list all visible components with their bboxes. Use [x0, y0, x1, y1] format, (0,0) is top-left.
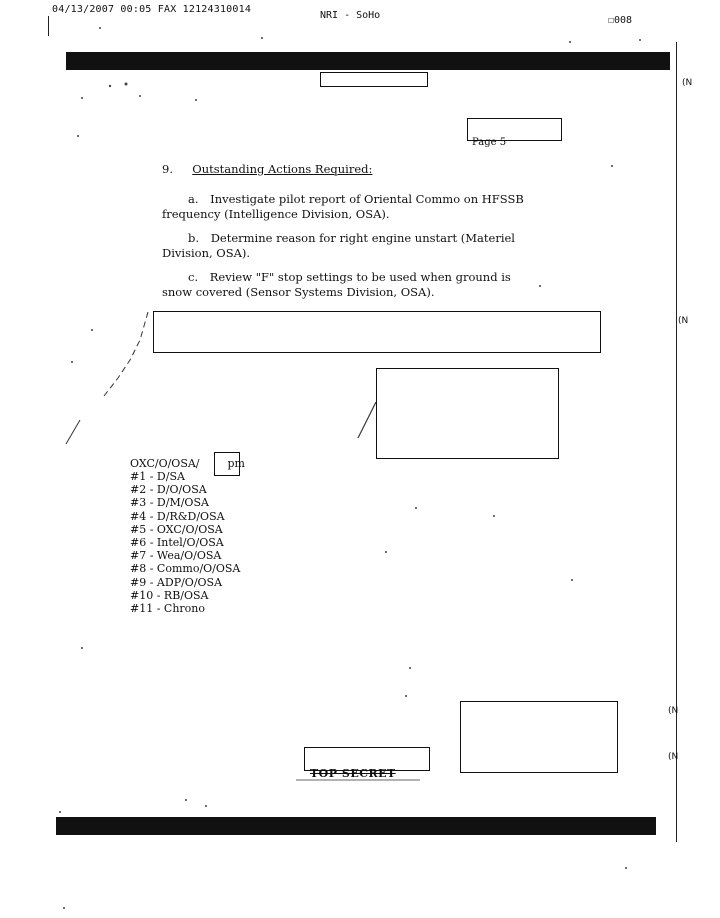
page-label: Page 5	[472, 137, 507, 148]
action-text: Investigate pilot report of Oriental Commo on HFSSB frequency (Intelligence Division, OSA).	[162, 192, 524, 221]
action-text: Review "F" stop settings to be used when ground is snow covered (Sensor Systems Division, OSA).	[162, 270, 511, 299]
fax-page-number: ☐008	[608, 15, 633, 26]
list-item: #9 - ADP/O/OSA	[130, 575, 223, 589]
list-item: #4 - D/R&D/OSA	[130, 509, 225, 523]
origin-suffix: pm	[227, 457, 245, 470]
section-number: 9.	[162, 162, 173, 176]
action-letter: b.	[188, 231, 200, 245]
section-title: Outstanding Actions Required:	[192, 162, 373, 176]
list-item: #10 - RB/OSA	[130, 588, 209, 602]
margin-mark: (N	[678, 316, 689, 326]
list-item: #8 - Commo/O/OSA	[130, 562, 241, 576]
action-letter: a.	[188, 192, 199, 206]
margin-mark: (N	[668, 752, 679, 762]
origin-prefix: OXC/O/OSA/	[130, 457, 200, 470]
margin-mark: (N	[668, 706, 679, 716]
list-item: #3 - D/M/OSA	[130, 496, 209, 510]
fax-header-text: 04/13/2007 00:05 FAX 12124310014	[52, 4, 252, 15]
list-item: #11 - Chrono	[130, 601, 206, 615]
list-item: #6 - Intel/O/OSA	[130, 535, 224, 549]
action-letter: c.	[188, 270, 199, 284]
list-item: #2 - D/O/OSA	[130, 483, 207, 497]
margin-mark: (N	[682, 78, 693, 88]
action-text: Determine reason for right engine unstart (Materiel Division, OSA).	[162, 231, 515, 260]
list-item: #7 - Wea/O/OSA	[130, 549, 222, 563]
list-item: #1 - D/SA	[130, 470, 185, 483]
list-item: #5 - OXC/O/OSA	[130, 522, 223, 536]
fax-header-sender: NRI - SoHo	[320, 10, 381, 21]
classification-marking: TOP SECRET	[310, 767, 396, 780]
